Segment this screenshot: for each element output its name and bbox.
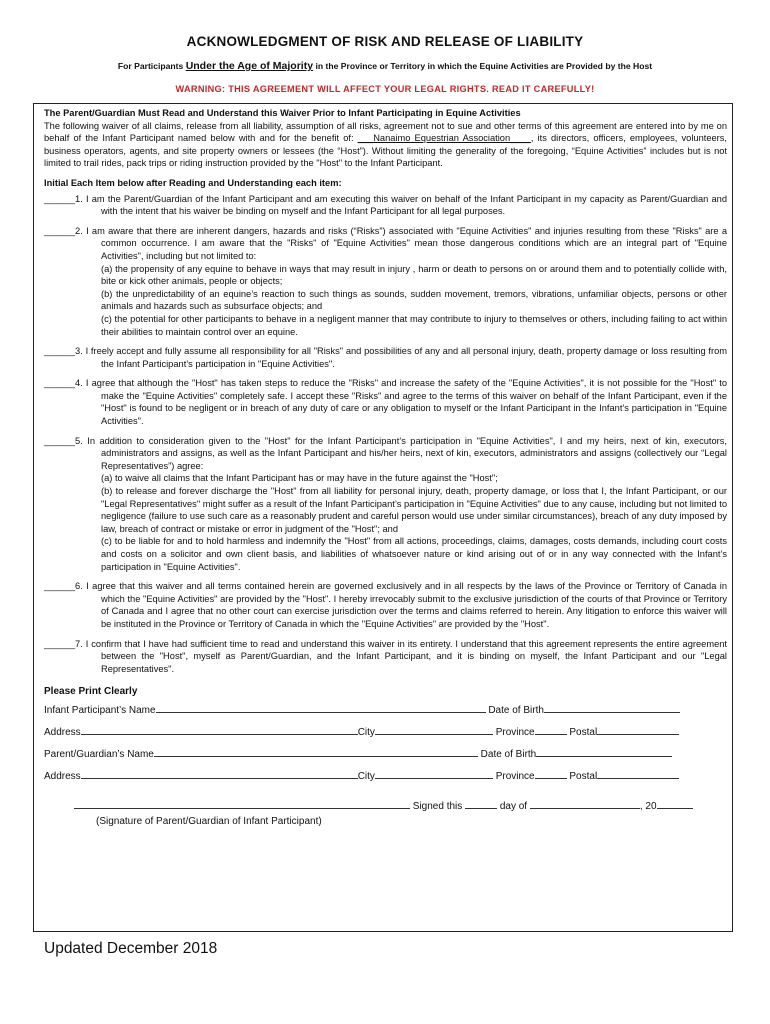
signed-month-field[interactable] (530, 798, 640, 809)
waiver-item-4 (44, 377, 727, 427)
initial-blank-2[interactable]: ______2. (44, 225, 83, 236)
infant-name-label: Infant Participant’s Name (44, 705, 156, 717)
postal-label: Postal (569, 771, 598, 783)
initial-heading: Initial Each Item below after Reading and Understanding each item: (44, 177, 342, 188)
address-field[interactable] (81, 724, 358, 735)
item-text: I freely accept and fully assume all responsibility for all "Risks" and possibilities of any and all personal injury, death, property damage or loss resulting from the Infant Participant’s participation in "Equine Activities". (85, 346, 727, 369)
signed-day-field[interactable] (465, 798, 497, 809)
form-row-address-2 (44, 766, 727, 788)
item-text: I confirm that I have had sufficient time to read and understand this waiver in its entirety. I understand that this agreement represents the entire agreement between the "Host", myself as Parent/Guardian, and the Infant Participant, and it is binding on myself, the Infant Participant and our "Legal Representatives". (85, 638, 727, 674)
item-text: I am the Parent/Guardian of the Infant Participant and am executing this waiver on behalf of the Infant Participant in my capacity as Parent/Guardian and with the intent that his waiver be binding on myself and the Infant Participant for all legal purposes. (85, 193, 727, 217)
form-row-address-1 (44, 722, 727, 744)
province-label: Province (495, 727, 535, 739)
waiver-item-3 (44, 345, 727, 370)
intro-text-a: The following waiver of all claims, release from all liability, assumption of all risks, agreement not to sue and other terms of this agreement are entered into by me on behalf of the Infant Participant named below with and for the benefit of: (44, 120, 727, 144)
city-label: City (357, 771, 375, 783)
subtitle-pre: For Participants (117, 61, 184, 71)
waiver-item-5 (44, 435, 727, 574)
item-text: I agree that this waiver and all terms contained herein are governed exclusively and in all respects by the laws of the Province or Territory of Canada in which the "Equine Activities" are provided by the "Host". I hereby irrevocably submit to the exclusive jurisdiction of the courts of that Province or Territory of Canada and I agree that no other court can exercise jurisdiction over the terms and claims referred to herein. Any litigation to enforce this waiver will be instituted in the Province or Territory of Canada in which the "Equine Activities" are provided by the "Host". (86, 581, 727, 629)
subtitle-emphasis: Under the Age of Majority (185, 60, 314, 72)
infant-dob-field[interactable] (544, 702, 680, 713)
address-label: Address (44, 727, 81, 739)
warning-banner: WARNING: THIS AGREEMENT WILL AFFECT YOUR LEGAL RIGHTS. READ IT CAREFULLY! (175, 84, 595, 94)
form-heading: Please Print Clearly (44, 686, 138, 698)
dob-label: Date of Birth (480, 749, 537, 761)
host-name: ___Nanaimo Equestrian Association____ (357, 133, 531, 144)
document-subtitle (0, 60, 770, 72)
year-prefix: , 20 (639, 801, 657, 813)
province-field[interactable] (535, 724, 567, 735)
form-row-parent (44, 744, 727, 766)
dob-label: Date of Birth (488, 705, 544, 717)
infant-name-field[interactable] (156, 702, 486, 713)
city-field[interactable] (375, 768, 493, 779)
address-field[interactable] (81, 768, 358, 779)
province-label: Province (495, 771, 535, 783)
initial-blank-3[interactable]: ______3. (44, 346, 83, 357)
signature-row (44, 798, 727, 814)
waiver-item-7 (44, 638, 727, 676)
parent-name-label: Parent/Guardian’s Name (44, 749, 154, 761)
initial-blank-1[interactable]: ______1. (44, 193, 83, 204)
item-sub-b: (b) to release and forever discharge the "Host" from all liability for personal injury, death, property damage, or loss that I, the Infant Participant, or our "Legal Representatives" might suffer as a result of the Infant Participant’s participation in "Equine Activities" due to any cause, including but not limited to negligence (failure to use such care as a reasonably prudent and careful person would use under similar circumstances), breach of any duty imposed by law, breach of contract or mistake or error in judgment of the "Host"; and (101, 486, 727, 534)
waiver-item-6 (44, 580, 727, 630)
postal-field[interactable] (597, 768, 679, 779)
item-sub-a: (a) to waive all claims that the Infant Participant has or may have in the future against the "Host"; (101, 473, 498, 484)
postal-label: Postal (569, 727, 598, 739)
waiver-item-1 (44, 193, 727, 218)
initial-blank-7[interactable]: ______7. (44, 638, 83, 649)
item-text: I am aware that there are inherent dangers, hazards and risks (“Risks”) associated with "Equine Activities" and injuries resulting from these "Risks" are a common occurrence. I am aware that the "Risks" of "Equine Activities" mean those dangerous conditions which are an integral part of "Equine Activities", including but not limited to: (86, 225, 727, 261)
parent-name-field[interactable] (154, 746, 478, 757)
item-sub-b: (b) the unpredictability of an equine’s reaction to such things as sounds, sudden movement, tremors, vibrations, unfamiliar objects, persons or other animals and hazards such as subsurface objects; and (101, 288, 727, 312)
intro-paragraph (44, 120, 727, 170)
document-title: ACKNOWLEDGMENT OF RISK AND RELEASE OF LIABILITY (186, 34, 584, 49)
day-of-label: day of (499, 801, 528, 813)
updated-date: Updated December 2018 (44, 940, 218, 957)
initial-blank-4[interactable]: ______4. (44, 378, 83, 389)
signature-field[interactable] (74, 798, 410, 809)
intro-heading: The Parent/Guardian Must Read and Understand this Waiver Prior to Infant Participating in Equine Activities (44, 108, 521, 118)
subtitle-post: in the Province or Territory in which the Equine Activities are Provided by the Host (315, 61, 653, 71)
participant-form (44, 684, 727, 830)
postal-field[interactable] (597, 724, 679, 735)
initial-blank-6[interactable]: ______6. (44, 581, 83, 592)
parent-dob-field[interactable] (536, 746, 672, 757)
item-sub-c: (c) the potential for other participants to behave in a negligent manner that may contribute to injury to themselves or others, including failing to act within their abilities to maintain control over an equine. (101, 313, 727, 337)
signed-year-field[interactable] (657, 798, 693, 809)
signed-this-label: Signed this (412, 801, 463, 813)
item-sub-c: (c) to be liable for and to hold harmless and indemnify the "Host" from all actions, proceedings, claims, damages, costs demands, including court costs and costs on a solicitor and own client basis, and liabilities of whatsoever nature or kind arising out of or in any way connected with the Infant’s participation in "Equine Activities". (101, 536, 727, 572)
waiver-item-2 (44, 225, 727, 338)
signature-caption: (Signature of Parent/Guardian of Infant Participant) (96, 816, 322, 828)
waiver-body (44, 107, 727, 830)
intro-text-b: , its directors, officers, employees, volunteers, business operators, agents, and site property owners or lessees (the “Host”). Without limiting the generality of the foregoing, “Equine Activities” includes but is not limited to trail rides, pack trips or riding instruction provided by the "Host" to the Infant Participant. (44, 133, 727, 169)
city-field[interactable] (375, 724, 493, 735)
form-row-infant (44, 700, 727, 722)
province-field[interactable] (535, 768, 567, 779)
initial-blank-5[interactable]: ______5. (44, 435, 83, 446)
item-text: I agree that although the "Host" has taken steps to reduce the "Risks" and increase the safety of the "Equine Activities", it is not possible for the "Host" to make the "Equine Activities" completely safe. I accept these "Risks" and agree to the terms of this waiver on behalf of the Infant Participant, even if the "Host" is found to be negligent or in breach of any duty of care or any obligation to myself or the Infant Participant in the Infant’s participation in "Equine Activities". (85, 378, 727, 427)
city-label: City (357, 727, 375, 739)
address-label: Address (44, 771, 81, 783)
item-sub-a: (a) the propensity of any equine to behave in ways that may result in injury , harm or death to persons on or around them and to potentially collide with, bite or kick other animals, people or objects; (101, 263, 727, 287)
item-text: In addition to consideration given to the "Host" for the Infant Participant’s participation in "Equine Activities", I and my heirs, next of kin, executors, administrators and assigns, as well as the Infant Participant and his/her heirs, next of kin, executors, administrators and assigns (collectively our “Legal Representatives”) agree: (87, 435, 727, 471)
